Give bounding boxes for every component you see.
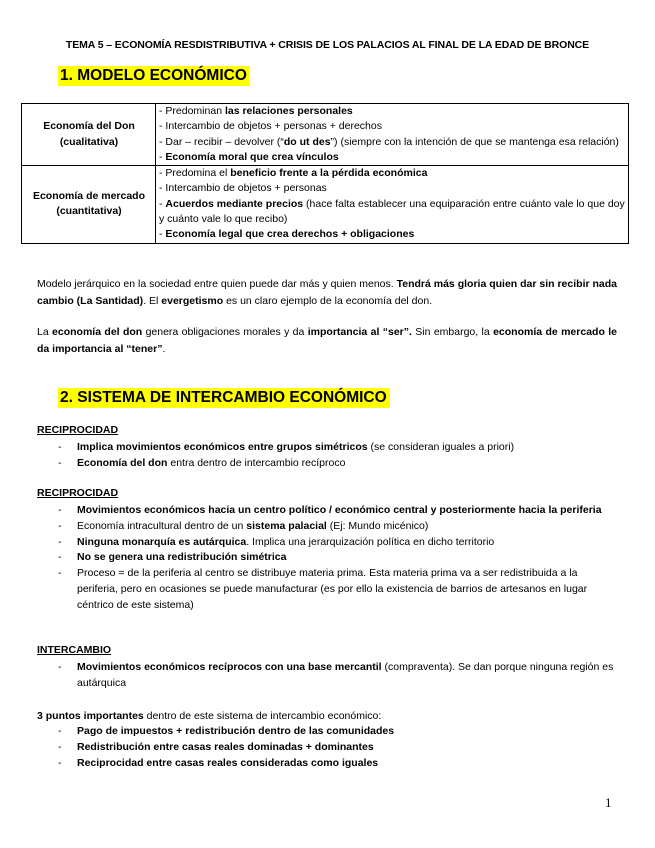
points-list: [58, 724, 618, 771]
list-item: - No se genera una redistribución simétrica: [58, 550, 618, 566]
section-1-heading: 1. MODELO ECONÓMICO: [58, 67, 250, 85]
list-item: - Economía intracultural dentro de un sistema palacial (Ej: Mundo micénico): [58, 519, 618, 535]
list-item: - Dar – recibir – devolver (“do ut des”) (siempre con la intención de que se mantenga esa relación): [159, 135, 619, 148]
list-item: - Economía del don entra dentro de intercambio recíproco: [58, 456, 618, 472]
gift-economy-items: [156, 104, 629, 166]
table-row: [22, 166, 629, 243]
list-item: - Ninguna monarquía es autárquica. Implica una jerarquización política en dicho territorio: [58, 535, 618, 551]
list-item: - Pago de impuestos + redistribución dentro de las comunidades: [58, 724, 618, 740]
list-item: - Proceso = de la periferia al centro se distribuye materia prima. Esta materia prima va a ser redistribuida a la periferia, pero en ocasiones se puede manufacturar (es por ello la existencia de barrios de artesanos en lugar céntrico de este sistema): [58, 566, 618, 613]
list-item: - Predominan las relaciones personales: [159, 105, 353, 117]
list-item: - Predomina el beneficio frente a la pérdida económica: [159, 167, 428, 180]
reciprocidad-list-2: [58, 503, 618, 614]
list-item: - Movimientos económicos hacia un centro político / económico central y posteriormente hacia la periferia: [58, 503, 618, 519]
list-item: - Intercambio de objetos + personas + derechos: [159, 120, 382, 133]
economy-comparison-table: [21, 103, 629, 244]
block-title-reciprocidad-1: RECIPROCIDAD: [37, 424, 119, 436]
list-item: - Economía moral que crea vínculos: [159, 150, 339, 163]
block-title-reciprocidad-2: RECIPROCIDAD: [37, 487, 119, 499]
reciprocidad-list-1: [58, 440, 618, 472]
list-item: - Implica movimientos económicos entre grupos simétricos (se consideran iguales a priori): [58, 440, 618, 456]
market-economy-label: Economía de mercado (cuantitativa): [22, 166, 156, 243]
page-number: 1: [605, 795, 612, 810]
list-item: - Intercambio de objetos + personas: [159, 182, 327, 195]
document-title: TEMA 5 – ECONOMÍA RESDISTRIBUTIVA + CRISIS DE LOS PALACIOS AL FINAL DE LA EDAD DE BRONCE: [65, 39, 590, 51]
points-intro: 3 puntos importantes dentro de este sistema de intercambio económico:: [37, 710, 382, 722]
list-item: - Reciprocidad entre casas reales consideradas como iguales: [58, 756, 618, 772]
list-item: - Acuerdos mediante precios (hace falta establecer una equiparación entre cuánto vale lo que doy y cuánto vale lo que recibo): [159, 197, 625, 226]
block-title-intercambio: INTERCAMBIO: [37, 644, 112, 656]
intercambio-list: [58, 660, 618, 692]
paragraph-don-vs-market: La economía del don genera obligaciones morales y da importancia al “ser”. Sin embargo, la economía de mercado le da importancia al “tener”.: [37, 326, 617, 355]
table-row: [22, 104, 629, 166]
gift-economy-label: Economía del Don (cualitativa): [22, 104, 156, 166]
section-2-heading: 2. SISTEMA DE INTERCAMBIO ECONÓMICO: [58, 389, 390, 407]
list-item: - Redistribución entre casas reales dominadas + dominantes: [58, 740, 618, 756]
list-item: - Economía legal que crea derechos + obligaciones: [159, 228, 415, 241]
list-item: - Movimientos económicos recíprocos con una base mercantil (compraventa). Se dan porque ninguna región es autárquica: [58, 660, 618, 692]
market-economy-items: [156, 166, 629, 243]
paragraph-hierarchy: Modelo jerárquico en la sociedad entre quien puede dar más y quien menos. Tendrá más gloria quien dar sin recibir nada cambio (La Santidad). El evergetismo es un claro ejemplo de la economía del don.: [37, 278, 617, 307]
